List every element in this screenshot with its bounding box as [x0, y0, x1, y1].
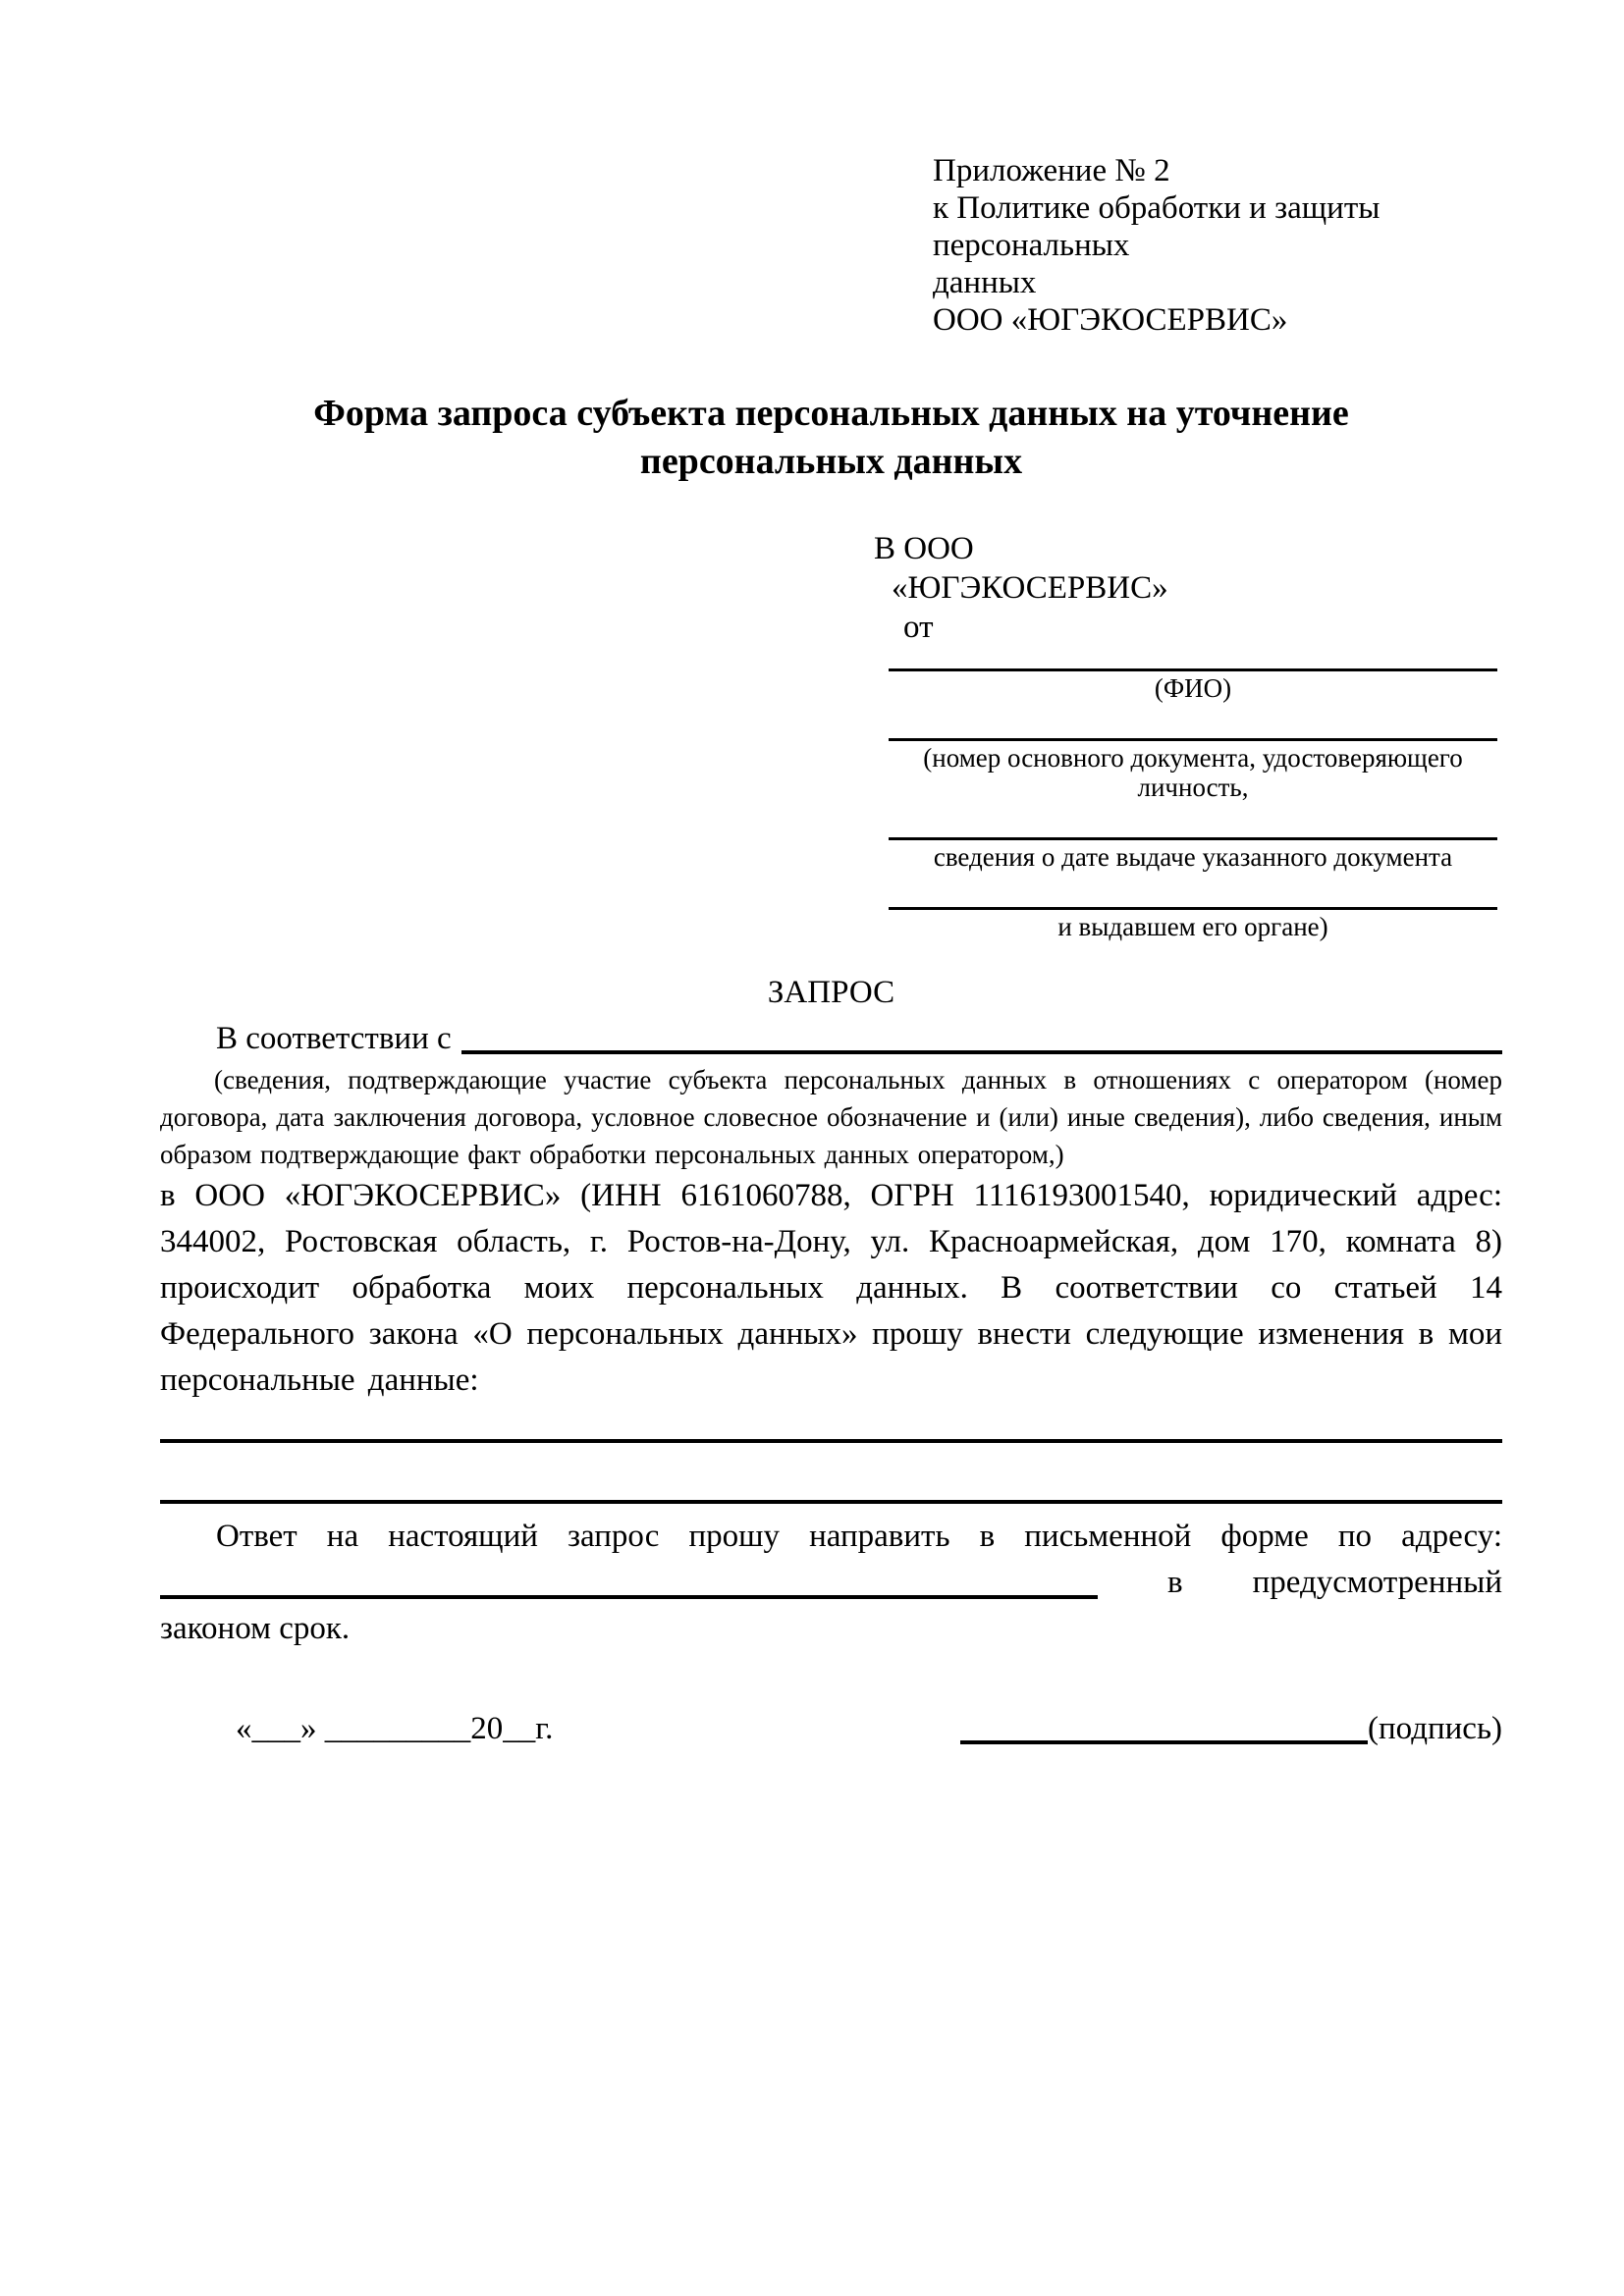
body-paragraph: в ООО «ЮГЭКОСЕРВИС» (ИНН 6161060788, ОГРН 1116193001540, юридический адрес: 344002, Ростовская область, г. Ростов-на-Дону, ул. Красноармейская, дом 170, комната 8) происходит обработка моих персональных данных. В соответствии со статьей 14 Федерального закона «О персональных данных» прошу внести следующие изменения в мои персональные данные: — [160, 1178, 1502, 1398]
accordance-lead-text: В соответствии с — [216, 1021, 452, 1056]
document-number-caption: (номер основного документа, удостоверяющего личность, — [923, 743, 1463, 802]
appendix-header-line: данных — [933, 265, 1037, 300]
document-title — [160, 390, 1502, 486]
addressee-fill-fields — [889, 668, 1497, 941]
changes-blank-line — [160, 1443, 1502, 1504]
request-heading: ЗАПРОС — [767, 975, 895, 1010]
appendix-header-line: к Политике обработки и защиты персональных — [933, 190, 1380, 263]
addressee-line: В ООО — [874, 531, 974, 566]
reply-word-in: в — [1167, 1565, 1183, 1600]
accordance-row — [160, 1016, 1502, 1061]
reply-word-term: предусмотренный — [1252, 1565, 1502, 1600]
accordance-blank-line — [461, 1050, 1502, 1054]
field-document-number — [889, 738, 1497, 802]
addressee-block — [874, 529, 1502, 941]
reply-address-row — [160, 1560, 1502, 1606]
signature-group — [960, 1707, 1502, 1750]
field-issue-date — [889, 837, 1497, 872]
document-title-line: Форма запроса субъекта персональных данных на уточнение — [313, 393, 1349, 434]
fio-caption: (ФИО) — [1154, 673, 1232, 703]
date-signature-row — [160, 1707, 1502, 1750]
reply-paragraph-line: законом срок. — [160, 1611, 351, 1646]
reply-paragraph-line: Ответ на настоящий запрос прошу направить в письменной форме по адресу: — [216, 1519, 1502, 1554]
issue-date-caption: сведения о дате выдаче указанного документа — [933, 842, 1453, 872]
addressee-company: «ЮГЭКОСЕРВИС» — [892, 570, 1168, 606]
accordance-footnote: (сведения, подтверждающие участие субъекта персональных данных в отношениях с оператором (номер договора, дата заключения договора, условное словесное обозначение и (или) иные сведения), либо сведения, иным образом подтверждающие факт обработки персональных данных оператором,) — [160, 1065, 1502, 1169]
field-issuing-authority — [889, 907, 1497, 941]
date-template: «___» _________20__г. — [236, 1711, 554, 1746]
document-title-line: персональных данных — [639, 441, 1023, 482]
addressee-from-label: от — [903, 610, 934, 645]
address-blank-line — [160, 1595, 1098, 1599]
appendix-header-line: ООО «ЮГЭКОСЕРВИС» — [933, 302, 1288, 338]
appendix-header-line: Приложение № 2 — [933, 153, 1170, 188]
signature-blank-line — [960, 1740, 1368, 1744]
signature-caption: (подпись) — [1368, 1711, 1502, 1746]
issuing-authority-caption: и выдавшем его органе) — [1057, 912, 1328, 941]
changes-blank-line — [160, 1404, 1502, 1443]
appendix-header — [933, 152, 1502, 339]
field-fio — [889, 668, 1497, 703]
